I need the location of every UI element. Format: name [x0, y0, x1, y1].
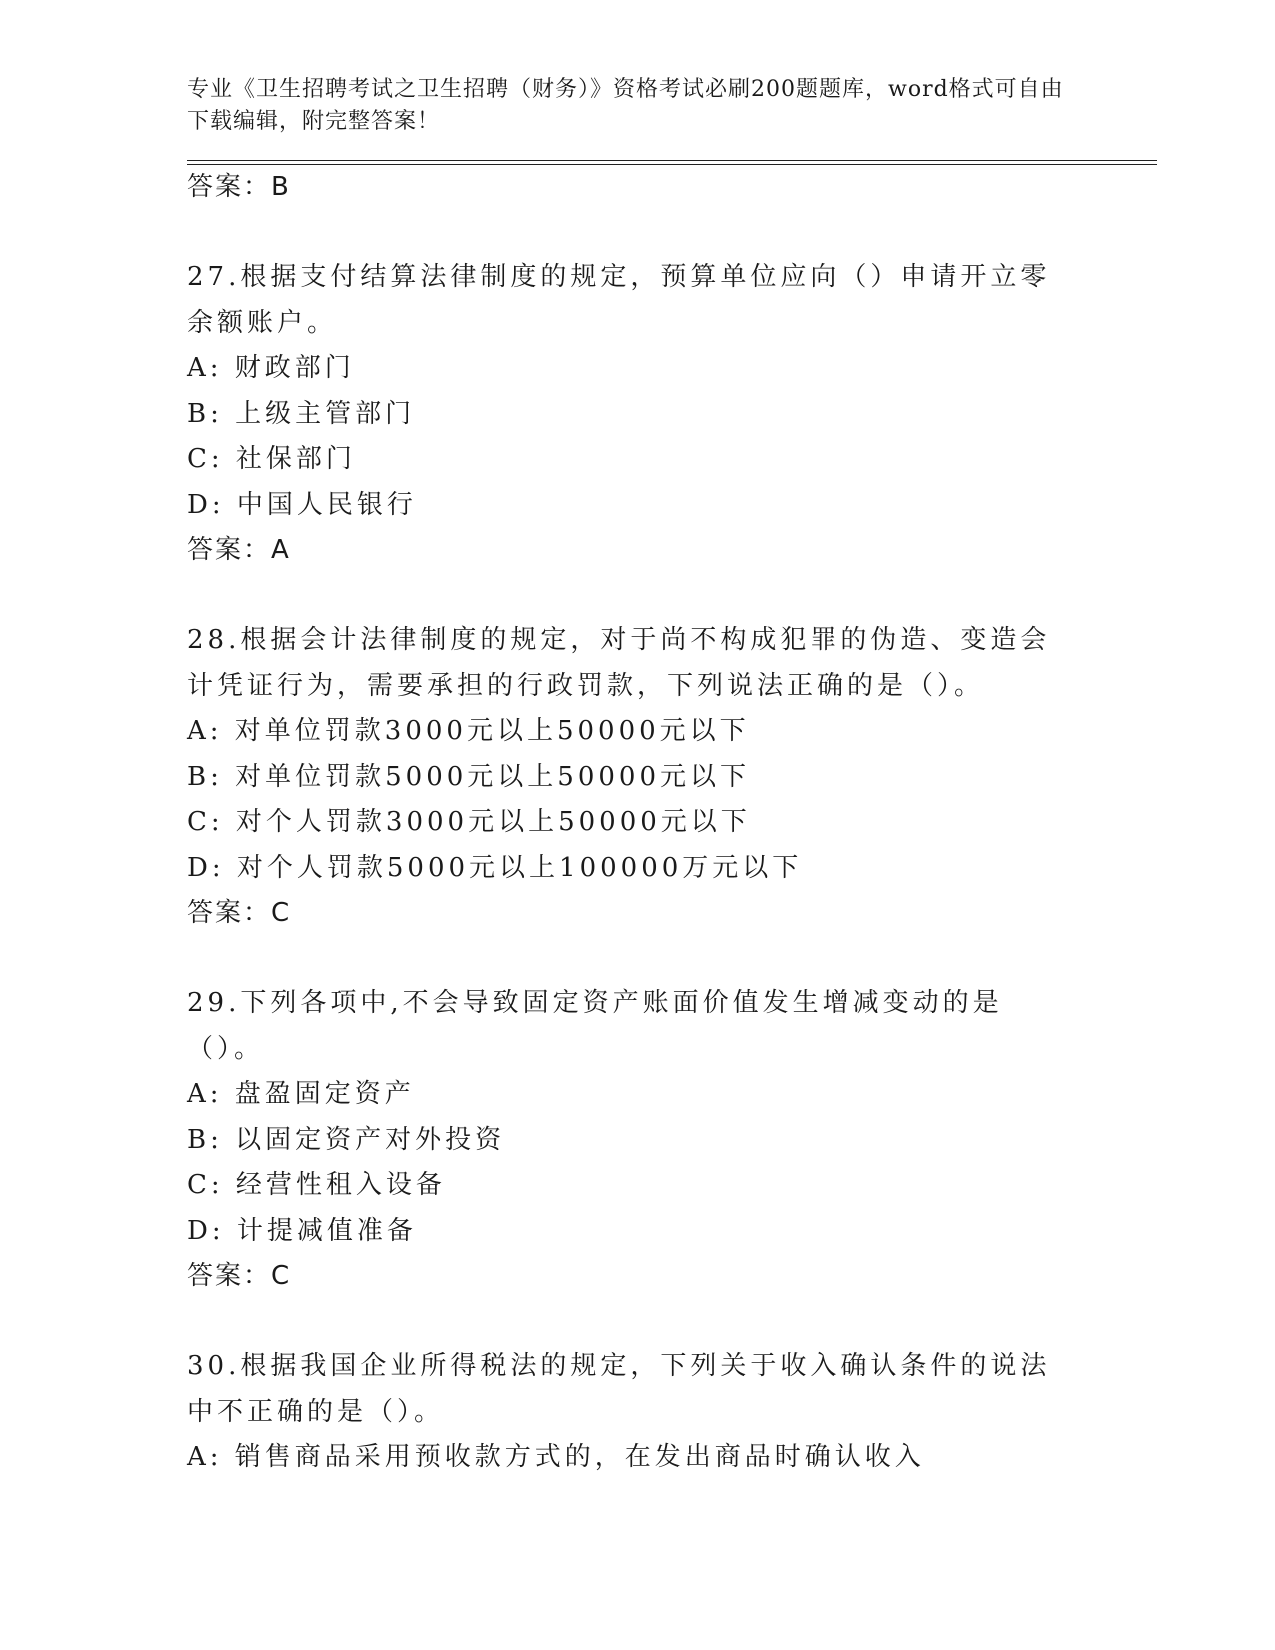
- option-d: D: 对个人罚款5000元以上100000万元以下: [187, 852, 803, 883]
- option-c: C: 经营性租入设备: [187, 1170, 446, 1200]
- question-stem: 29.下列各项中,不会导致固定资产账面价值发生增减变动的是（）。: [187, 988, 1003, 1064]
- question-stem: 28.根据会计法律制度的规定，对于尚不构成犯罪的伪造、变造会计凭证行为，需要承担的行政罚款，下列说法正确的是（）。: [187, 625, 1051, 701]
- option-a: A: 销售商品采用预收款方式的，在发出商品时确认收入: [187, 1442, 925, 1472]
- answer-line: 答案：A: [187, 535, 291, 565]
- option-a: A: 财政部门: [187, 353, 355, 383]
- question-30: [187, 1343, 1087, 1481]
- question-29: [187, 980, 1087, 1298]
- option-b: B: 对单位罚款5000元以上50000元以下: [187, 761, 751, 792]
- option-b: B: 以固定资产对外投资: [187, 1124, 506, 1155]
- answer-line: 答案：C: [187, 1261, 292, 1291]
- option-a: A: 盘盈固定资产: [187, 1079, 415, 1109]
- option-c: C: 社保部门: [187, 444, 356, 474]
- option-b: B: 上级主管部门: [187, 398, 416, 429]
- answer-line: 答案：B: [187, 172, 291, 202]
- question-stem: 30.根据我国企业所得税法的规定，下列关于收入确认条件的说法中不正确的是（）。: [187, 1351, 1051, 1427]
- question-27: [187, 254, 1087, 572]
- document-page: [187, 74, 1087, 1481]
- option-c: C: 对个人罚款3000元以上50000元以下: [187, 807, 751, 837]
- option-d: D: 中国人民银行: [187, 489, 417, 520]
- document-header: 专业《卫生招聘考试之卫生招聘（财务）》资格考试必刷200题题库，word格式可自由下载编辑，附完整答案！: [187, 77, 1064, 134]
- question-stem: 27.根据支付结算法律制度的规定，预算单位应向（）申请开立零余额账户。: [187, 262, 1051, 338]
- question-28: [187, 617, 1087, 935]
- answer-line: 答案：C: [187, 898, 292, 928]
- option-a: A: 对单位罚款3000元以上50000元以下: [187, 716, 750, 746]
- option-d: D: 计提减值准备: [187, 1215, 417, 1246]
